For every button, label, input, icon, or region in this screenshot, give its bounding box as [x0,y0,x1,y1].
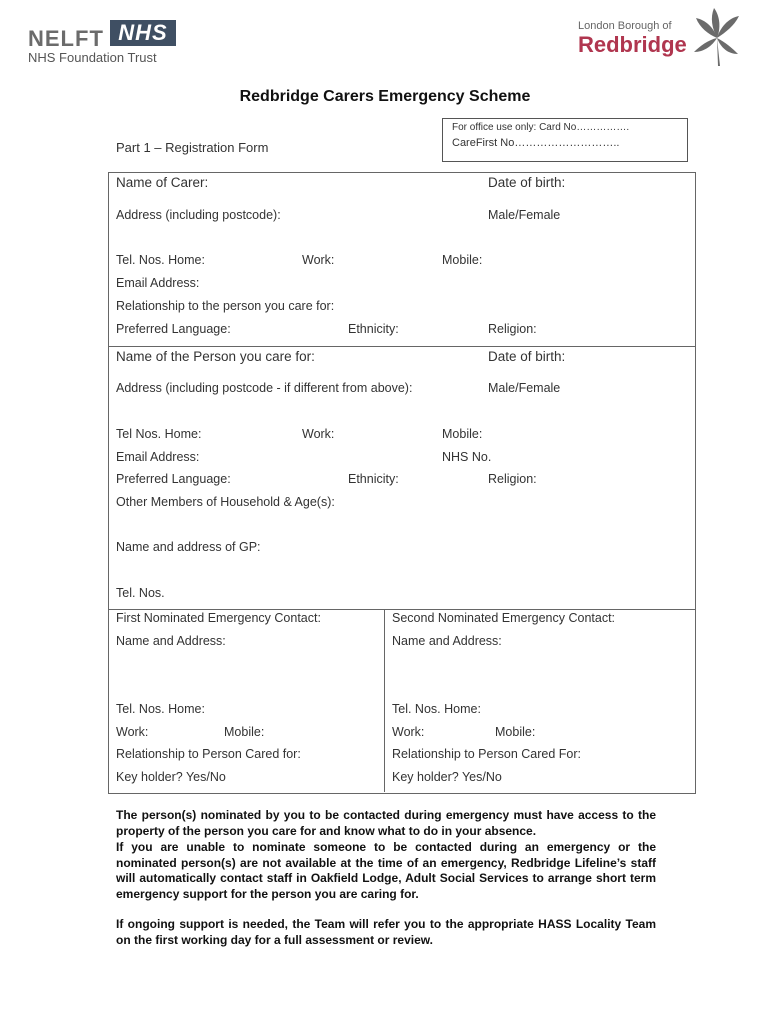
nhs-logo: NHS [110,20,176,46]
nhs-foundation-trust-label: NHS Foundation Trust [28,50,157,65]
gp-tel-field[interactable]: Tel. Nos. [116,586,165,600]
second-contact-relationship-field[interactable]: Relationship to Person Cared For: [392,747,581,761]
first-contact-home-tel-field[interactable]: Tel. Nos. Home: [116,702,205,716]
cared-for-address-field[interactable]: Address (including postcode - if different from above): [116,381,413,395]
cared-for-sex-field[interactable]: Male/Female [488,381,561,395]
second-contact-home-tel-field[interactable]: Tel. Nos. Home: [392,702,481,716]
first-contact-work-field[interactable]: Work: [116,725,149,739]
second-contact-heading: Second Nominated Emergency Contact: [392,611,616,625]
carer-language-field[interactable]: Preferred Language: [116,322,231,336]
first-contact-keyholder-field[interactable]: Key holder? Yes/No [116,770,226,784]
carer-religion-field[interactable]: Religion: [488,322,537,336]
page-title: Redbridge Carers Emergency Scheme [239,88,531,105]
cared-for-religion-field[interactable]: Religion: [488,472,537,486]
office-use-card-no: For office use only: Card No……………. [452,122,630,133]
redbridge-logo: Redbridge [578,32,687,57]
cared-for-work-tel-field[interactable]: Work: [302,427,335,441]
council-name-small: London Borough of [578,20,672,32]
household-members-field[interactable]: Other Members of Household & Age(s): [116,495,335,509]
second-contact-mobile-field[interactable]: Mobile: [495,725,536,739]
cared-for-home-tel-field[interactable]: Tel Nos. Home: [116,427,202,441]
carer-sex-field[interactable]: Male/Female [488,208,561,222]
carer-address-field[interactable]: Address (including postcode): [116,208,281,222]
cared-for-nhs-number-field[interactable]: NHS No. [442,450,492,464]
first-contact-mobile-field[interactable]: Mobile: [224,725,265,739]
nelft-logo: NELFT [28,26,104,51]
cared-for-name-field[interactable]: Name of the Person you care for: [116,349,315,364]
cared-for-mobile-field[interactable]: Mobile: [442,427,483,441]
office-use-carefirst-no: CareFirst No……………………….. [452,137,620,149]
notice-access-paragraph: The person(s) nominated by you to be contacted during emergency must have access to the property of the person you care for and know what to do in your absence. [116,808,656,838]
carer-mobile-field[interactable]: Mobile: [442,253,483,267]
carer-ethnicity-field[interactable]: Ethnicity: [348,322,399,336]
carer-name-field[interactable]: Name of Carer: [116,175,209,190]
carer-home-tel-field[interactable]: Tel. Nos. Home: [116,253,205,267]
section-divider [108,609,695,610]
notice-ongoing-support-paragraph: If ongoing support is needed, the Team will refer you to the appropriate HASS Locality Team on the first working day for a full assessment or review. [116,917,656,947]
part-heading: Part 1 – Registration Form [116,140,269,155]
first-contact-name-address-field[interactable]: Name and Address: [116,634,226,648]
cared-for-dob-field[interactable]: Date of birth: [488,349,566,364]
cared-for-language-field[interactable]: Preferred Language: [116,472,231,486]
carer-work-tel-field[interactable]: Work: [302,253,335,267]
carer-email-field[interactable]: Email Address: [116,276,200,290]
second-contact-work-field[interactable]: Work: [392,725,425,739]
second-contact-keyholder-field[interactable]: Key holder? Yes/No [392,770,502,784]
gp-name-address-field[interactable]: Name and address of GP: [116,540,261,554]
first-contact-relationship-field[interactable]: Relationship to Person Cared for: [116,747,301,761]
carer-dob-field[interactable]: Date of birth: [488,175,566,190]
column-divider [384,609,385,792]
cared-for-email-field[interactable]: Email Address: [116,450,200,464]
second-contact-name-address-field[interactable]: Name and Address: [392,634,502,648]
chestnut-leaf-icon [692,6,742,68]
notice-unable-paragraph: If you are unable to nominate someone to be contacted during an emergency or the nominated person(s) are not available at the time of an emergency, Redbridge Lifeline’s staff will automatically contact staff in Oakfield Lodge, Adult Social Services to arrange short term emergency support for the person you are caring for. [116,840,656,901]
carer-relationship-field[interactable]: Relationship to the person you care for: [116,299,335,313]
cared-for-ethnicity-field[interactable]: Ethnicity: [348,472,399,486]
section-divider [108,346,695,347]
first-contact-heading: First Nominated Emergency Contact: [116,611,321,625]
